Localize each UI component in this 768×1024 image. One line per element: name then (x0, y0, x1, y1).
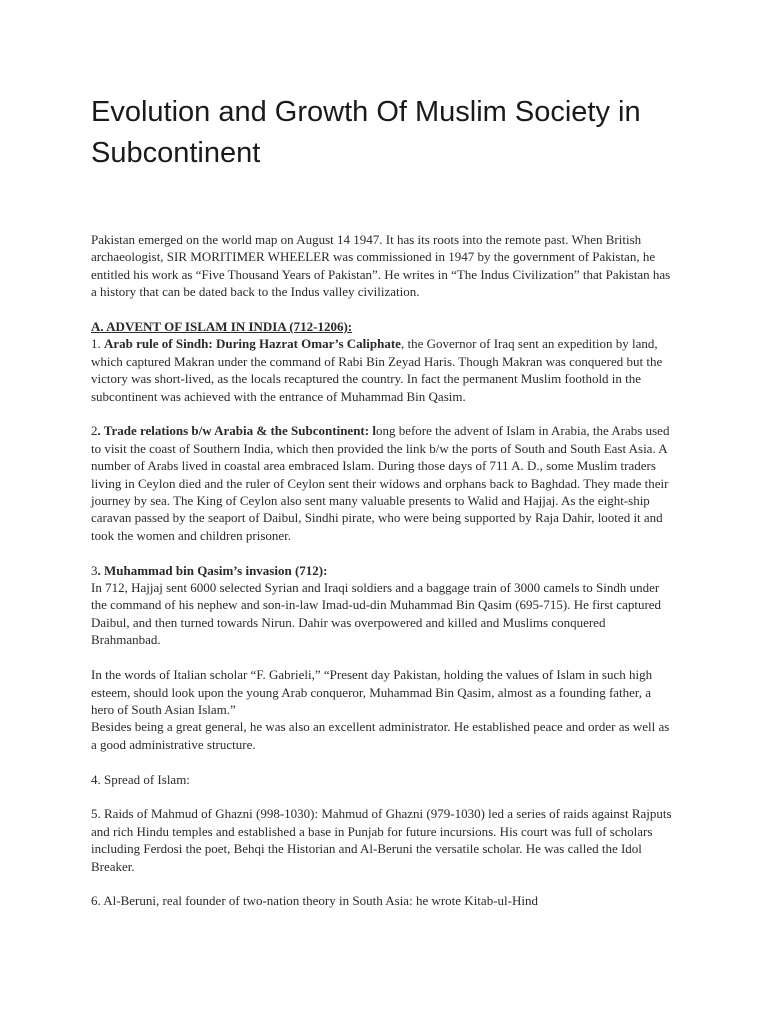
section-a-heading (91, 318, 673, 335)
paragraph-number: 1. (91, 336, 104, 352)
paragraph-spread-of-islam: 4. Spread of Islam: (91, 771, 190, 787)
paragraph-bold-lead: . Trade relations b/w Arabia & the Subcontinent: l (97, 423, 376, 439)
paragraph-number: 2 (91, 423, 98, 439)
paragraph-bold-lead: . Muhammad bin Qasim’s invasion (712): (97, 562, 328, 578)
paragraph-al-beruni: 6. Al-Beruni, real founder of two-nation theory in South Asia: he wrote Kitab-ul-Hind (91, 893, 538, 909)
paragraph-arab-rule (91, 335, 673, 405)
paragraph-trade-relations (91, 422, 673, 544)
intro-paragraph: Pakistan emerged on the world map on August 14 1947. It has its roots into the remote past. When British archaeologist, SIR MORITIMER WHEELER was commissioned in 1947 by the government of Pakistan, he entitled his work as “Five Thousand Years of Pakistan”. He writes in “The Indus Civilization” that Pakistan has a history that can be dated back to the Indus valley civilization. (91, 232, 671, 300)
paragraph-text: ong before the advent of Islam in Arabia, the Arabs used to visit the coast of Southern India, which then provided the link b/w the ports of South and South East Asia. A number of Arabs lived in coastal area embraced Islam. During those days of 711 A. D., some Muslim traders living in Ceylon died and the ruler of Ceylon sent their widows and orphans back to Baghdad. They made their journey by sea. The King of Ceylon also sent many valuable presents to Walid and Hajjaj. As the eight-ship caravan passed by the seaport of Daibul, Sindhi pirate, who were being supported by Raja Dahir, looted it and took the women and children prisoner. (91, 423, 670, 543)
paragraph-number: 3 (91, 562, 98, 578)
document-body (91, 231, 673, 910)
section-heading-text: A. ADVENT OF ISLAM IN INDIA (712-1206): (91, 319, 353, 335)
paragraph-administrator: Besides being a great general, he was also an excellent administrator. He established peace and order as well as a good administrative structure. (91, 719, 670, 752)
paragraph-gabrieli-quote: In the words of Italian scholar “F. Gabrieli,” “Present day Pakistan, holding the values of Islam in such high esteem, should look upon the young Arab conqueror, Muhammad Bin Qasim, almost as a founding father, a hero of South Asian Islam.” (91, 667, 653, 717)
paragraph-mahmud-ghazni: 5. Raids of Mahmud of Ghazni (998-1030): Mahmud of Ghazni (979-1030) led a series of raids against Rajputs and rich Hindu temples and established a base in Punjab for future incursions. His court was full of scholars including Ferdosi the poet, Behqi the Historian and Al-Beruni the versatile scholar. He was called the Idol Breaker. (91, 806, 672, 874)
paragraph-qasim-invasion: In 712, Hajjaj sent 6000 selected Syrian and Iraqi soldiers and a baggage train of 3000 camels to Sindh under the command of his nephew and son-in-law Imad-ud-din Muhammad Bin Qasim (695-715). He first captured Daibul, and then turned towards Nirun. Dahir was overpowered and killed and Muslims conquered Brahmanbad. (91, 580, 662, 648)
page-title: Evolution and Growth Of Muslim Society in Subcontinent (91, 96, 641, 169)
paragraph-bold-lead: Arab rule of Sindh: During Hazrat Omar’s Caliphate (104, 336, 401, 352)
paragraph-text: , the Governor of Iraq sent an expedition by land, which captured Makran under the command of Rabi Bin Zeyad Haris. Though Makran was conquered but the victory was short-lived, as the locals recaptured the country. In fact the permanent Muslim foothold in the subcontinent was achieved with the entrance of Muhammad Bin Qasim. (91, 336, 663, 404)
paragraph-qasim-heading (91, 562, 673, 579)
